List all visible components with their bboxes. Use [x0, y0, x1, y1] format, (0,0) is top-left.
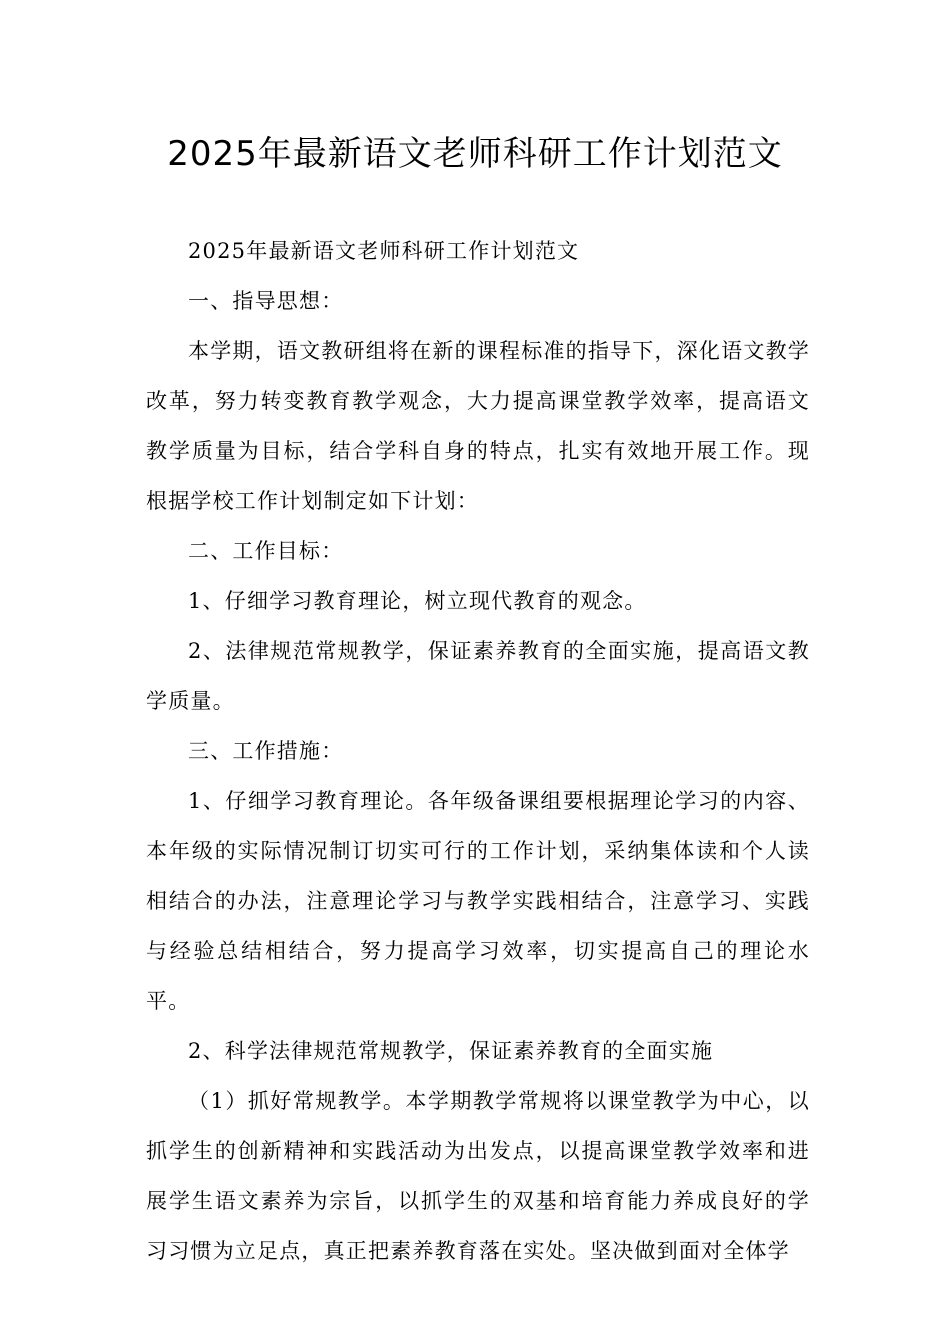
heading-work-goals: 二、工作目标：	[188, 539, 344, 563]
paragraph-goal-2: 2、法律规范常规教学，保证素养教育的全面实施，提高语文教学质量。	[146, 639, 810, 713]
document-title: 2025年最新语文老师科研工作计划范文	[167, 134, 783, 174]
paragraph-goal-1: 1、仔细学习教育理论，树立现代教育的观念。	[188, 589, 647, 613]
paragraph-subtitle: 2025年最新语文老师科研工作计划范文	[188, 239, 580, 263]
paragraph-measure-2-1: （1）抓好常规教学。本学期教学常规将以课堂教学为中心，以抓学生的创新精神和实践活动为出发点，以提高课堂教学效率和进展学生语文素养为宗旨，以抓学生的双基和培育能力养成良好的学习习惯为立足点，真正把素养教育落在实处。坚决做到面对全体学	[146, 1089, 810, 1263]
paragraph-guiding-ideology: 本学期，语文教研组将在新的课程标准的指导下，深化语文教学改革，努力转变教育教学观念，大力提高课堂教学效率，提高语文教学质量为目标，结合学科自身的特点，扎实有效地开展工作。现根据学校工作计划制定如下计划：	[146, 339, 810, 513]
document-body	[146, 226, 810, 1276]
paragraph-measure-1: 1、仔细学习教育理论。各年级备课组要根据理论学习的内容、本年级的实际情况制订切实可行的工作计划，采纳集体读和个人读相结合的办法，注意理论学习与教学实践相结合，注意学习、实践与经验总结相结合，努力提高学习效率，切实提高自己的理论水平。	[146, 789, 810, 1013]
heading-work-measures: 三、工作措施：	[188, 739, 344, 763]
heading-guiding-ideology: 一、指导思想：	[188, 289, 344, 313]
paragraph-measure-2: 2、科学法律规范常规教学，保证素养教育的全面实施	[188, 1039, 714, 1063]
